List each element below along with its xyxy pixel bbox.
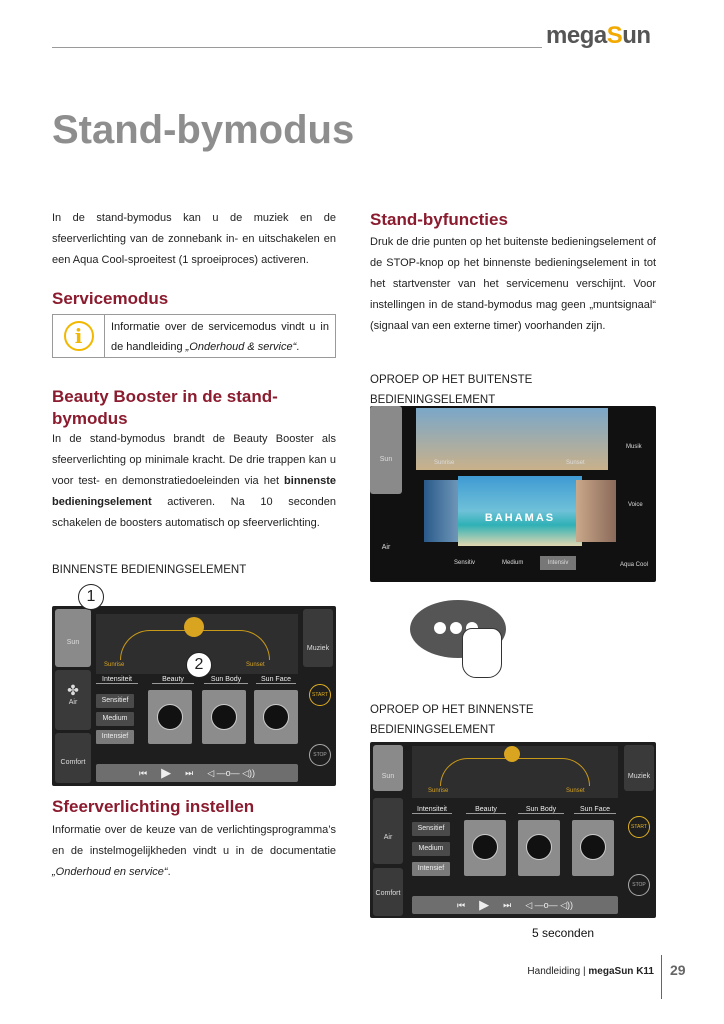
muziek-button: Muziek [303,609,333,667]
r-tab-intensiteit: Intensiteit [412,806,452,814]
r-sun-icon [504,746,520,762]
info-icon: i [53,315,105,357]
bahamas-label: BAHAMAS [484,512,556,524]
r-muziek-button: Muziek [624,745,654,791]
r-level-sensitief: Sensitief [412,822,450,836]
r-tab-sun-face: Sun Face [574,806,616,814]
inner-call-caption: OPROEP OP HET BINNENSTE BEDIENINGSELEMENT [370,704,534,736]
r-tab-beauty: Beauty [466,806,506,814]
body-slider [202,690,246,744]
r-sunset-label: Sunset [566,788,585,794]
service-heading: Servicemodus [52,289,169,308]
level-intensief: Intensief [96,730,134,744]
r-comfort-button: Comfort [373,868,403,916]
sunrise-label: Sunrise [104,662,125,668]
stop-button: STOP [309,744,331,766]
r-air-button: Air [373,798,403,864]
level-sensitief: Sensitief [96,694,134,708]
outer-sunset-label: Sunset [566,460,585,466]
r-body-slider [518,820,560,876]
music-player: ⏮ ▶ ⏭ ◁ —o— ◁)) [96,764,298,782]
page-number: 29 [670,962,686,978]
r-tab-sun-body: Sun Body [518,806,564,814]
footer-text: Handleiding | megaSun K11 [527,966,654,977]
tab-sun-face: Sun Face [256,676,296,684]
finger-icon [462,628,502,678]
r-sun-button: Sun [373,745,403,791]
outer-sunrise-label: Sunrise [434,460,455,466]
face-slider [254,690,298,744]
page-title: Stand-bymodus [52,108,355,152]
r-sun-display [412,746,618,798]
intro-paragraph: In de stand-bymodus kan u de muziek en de sfeerverlichting van de zonnebank in- en uitschakelen en een Aqua Cool-sproeitest (1 sproeiproces) activeren. [52,212,336,266]
air-button: ✤ Air [55,670,91,730]
r-level-medium: Medium [412,842,450,856]
scene-thumb-right [576,480,616,542]
r-beauty-slider [464,820,506,876]
outer-voice: Voice [628,502,643,508]
level-medium: Medium [96,712,134,726]
outer-panel-image [370,406,656,582]
sunset-label: Sunset [246,662,265,668]
sunrise-sky [416,408,608,470]
r-music-player: ⏮ ▶ ⏭ ◁ —o— ◁)) [412,896,618,914]
r-sunrise-label: Sunrise [428,788,449,794]
outer-sun-button: Sun [370,406,402,494]
beauty-slider [148,690,192,744]
mood-paragraph: Informatie over de keuze van de verlichtingsprogramma’s en de instelmogelijkheden vindt u in de documentatie „Onderhoud en service“. [52,824,336,878]
outer-sensitiv: Sensitiv [454,560,476,566]
outer-air-button: Air [381,544,391,551]
tab-intensiteit: Intensiteit [96,676,138,684]
megasun-logo: megaSun [546,22,651,49]
info-text: Informatie over de servicemodus vindt u in de handleiding „Onderhoud & service“. [111,321,329,353]
footer-divider [661,955,662,999]
step-2-marker: 2 [186,652,212,678]
seconds-label: 5 seconden [532,926,595,940]
outer-intensiv: Intensiv [540,556,576,570]
outer-aqua-cool: Aqua Cool [620,562,649,568]
standby-paragraph: Druk de drie punten op het buitenste bedieningselement of de STOP-knop op het binnenste bedieningselement in tot het startvenster van het servicemenu verschijnt. Voor instellingen in de stand-bymodus mag geen „muntsignaal“ (signaal van een externe timer) voorhanden zijn. [370,236,656,332]
comfort-button: Comfort [55,733,91,783]
r-stop-button: STOP [628,874,650,896]
step-1-marker: 1 [78,584,104,610]
fan-icon: ✤ [67,682,79,698]
inner-call-panel-image [370,742,656,918]
mood-heading: Sfeerverlichting instellen [52,797,255,816]
outer-musik: Musik [626,444,642,450]
info-box [52,314,336,358]
sun-icon [184,617,204,637]
beauty-paragraph: In de stand-bymodus brandt de Beauty Booster als sfeerverlichting op minimale kracht. De drie trappen kan u voor test- en demonstratiedoeleinden via het binnenste bedieningselement activeren. Na 10 seconden schakelen de boosters automatisch op sfeerverlichting. [52,433,336,529]
inner-panel-caption: BINNENSTE BEDIENINGSELEMENT [52,564,247,576]
bahamas-scene [458,476,582,546]
tab-sun-body: Sun Body [204,676,248,684]
start-button: START [309,684,331,706]
r-face-slider [572,820,614,876]
header-rule [52,47,542,48]
outer-medium: Medium [502,560,524,566]
outer-caption: OPROEP OP HET BUITENSTE BEDIENINGSELEMENT [370,374,533,406]
r-start-button: START [628,816,650,838]
standby-heading: Stand-byfuncties [370,210,508,229]
sun-button: Sun [55,609,91,667]
inner-panel-image [52,588,336,786]
r-level-intensief: Intensief [412,862,450,876]
beauty-heading: Beauty Booster in de stand- bymodus [52,387,278,428]
tab-beauty: Beauty [152,676,194,684]
